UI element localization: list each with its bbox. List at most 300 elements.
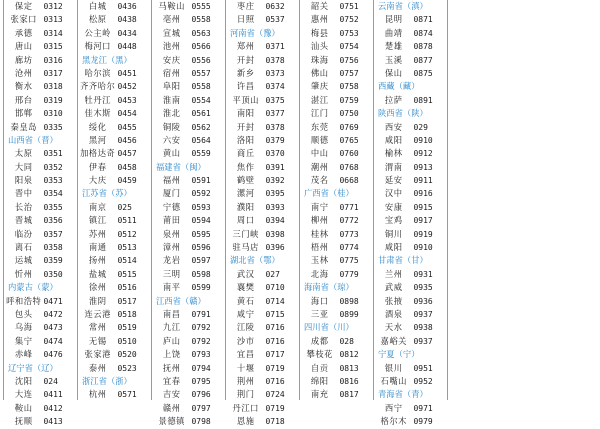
area-code: 0314 (43, 28, 63, 38)
city-name: 石嘴山 (380, 375, 407, 386)
table-row (152, 54, 225, 67)
city-name: 宜春 (162, 375, 181, 386)
table-row (374, 402, 447, 415)
area-code: 0796 (191, 390, 211, 400)
table-row (78, 348, 151, 361)
city-name: 开封 (236, 121, 255, 132)
table-row (374, 201, 447, 214)
table-row (4, 214, 77, 227)
city-name: 廊坊 (14, 54, 33, 65)
table-row (374, 161, 447, 174)
city-name: 许昌 (236, 81, 255, 92)
table-row (78, 80, 151, 93)
table-row (152, 321, 225, 334)
area-code: 0716 (265, 323, 285, 333)
table-row (374, 187, 447, 200)
city-name: 玉林 (310, 255, 329, 266)
area-code: 0377 (265, 109, 285, 119)
city-name: 淮北 (162, 108, 181, 119)
city-name: 赣州 (162, 402, 181, 413)
area-code: 0773 (339, 229, 359, 239)
province-name: 辽宁省（辽） (8, 362, 58, 373)
area-code: 0359 (43, 256, 63, 266)
table-row (300, 375, 373, 388)
area-code: 0891 (413, 95, 433, 105)
area-code: 0357 (43, 229, 63, 239)
table-row (4, 121, 77, 134)
province-name: 青海省（青） (378, 389, 428, 400)
city-name: 太原 (14, 148, 33, 159)
area-code: 0768 (339, 162, 359, 172)
area-code: 0760 (339, 149, 359, 159)
city-name: 铜陵 (162, 121, 181, 132)
table-row (374, 121, 447, 134)
table-column (78, 0, 152, 400)
city-name: 哈尔滨 (84, 67, 111, 78)
table-row (300, 54, 373, 67)
table-row (374, 375, 447, 388)
province-name: 江苏省（苏） (82, 188, 132, 199)
area-code: 0517 (117, 296, 137, 306)
city-name: 宁德 (162, 201, 181, 212)
area-code: 0518 (117, 309, 137, 319)
table-row (300, 241, 373, 254)
province-header (300, 321, 373, 334)
area-code: 0537 (265, 15, 285, 25)
table-row (152, 94, 225, 107)
area-code: 0668 (339, 176, 359, 186)
table-row (78, 214, 151, 227)
table-row (152, 107, 225, 120)
area-code: 0816 (339, 376, 359, 386)
table-row (4, 388, 77, 401)
city-name: 兰州 (384, 268, 403, 279)
area-code: 0871 (413, 15, 433, 25)
table-row (78, 27, 151, 40)
table-row (300, 362, 373, 375)
city-name: 苏州 (88, 228, 107, 239)
city-name: 沧州 (14, 67, 33, 78)
table-row (4, 187, 77, 200)
table-row (300, 174, 373, 187)
table-row (226, 295, 299, 308)
city-name: 开封 (236, 54, 255, 65)
table-row (300, 268, 373, 281)
table-row (300, 27, 373, 40)
table-row (4, 268, 77, 281)
city-name: 梅河口 (84, 41, 111, 52)
province-header (226, 254, 299, 267)
area-code: 0436 (117, 2, 137, 11)
area-code: 0632 (265, 2, 285, 11)
city-name: 绵阳 (310, 375, 329, 386)
city-name: 松原 (88, 14, 107, 25)
table-row (300, 147, 373, 160)
city-name: 玉溪 (384, 54, 403, 65)
city-name: 中山 (310, 148, 329, 159)
city-name: 郑州 (236, 41, 255, 52)
table-row (4, 335, 77, 348)
city-name: 盐城 (88, 268, 107, 279)
table-row (226, 0, 299, 13)
table-row (4, 295, 77, 308)
city-name: 吉安 (162, 389, 181, 400)
table-row (78, 13, 151, 26)
area-code: 0398 (265, 229, 285, 239)
city-name: 晋城 (14, 215, 33, 226)
area-code: 0335 (43, 122, 63, 132)
table-row (78, 241, 151, 254)
area-code: 0378 (265, 122, 285, 132)
city-name: 福州 (162, 175, 181, 186)
city-name: 铜川 (384, 228, 403, 239)
city-name: 佛山 (310, 67, 329, 78)
city-name: 咸阳 (384, 242, 403, 253)
city-name: 阜阳 (162, 81, 181, 92)
city-name: 枣庄 (236, 1, 255, 11)
table-row (226, 402, 299, 415)
city-name: 徐州 (88, 282, 107, 293)
area-code: 0759 (339, 95, 359, 105)
table-row (226, 335, 299, 348)
area-code: 0563 (191, 28, 211, 38)
province-name: 云南省（滇） (378, 1, 428, 11)
table-row (78, 107, 151, 120)
table-row (226, 174, 299, 187)
table-row (374, 335, 447, 348)
area-code: 029 (413, 122, 428, 132)
city-name: 延安 (384, 175, 403, 186)
area-code: 0374 (265, 82, 285, 92)
area-code: 0471 (43, 296, 63, 306)
area-code: 0877 (413, 55, 433, 65)
table-row (78, 40, 151, 53)
table-row (4, 161, 77, 174)
area-code: 0458 (117, 162, 137, 172)
city-name: 肇庆 (310, 81, 329, 92)
table-row (226, 321, 299, 334)
area-code: 0794 (191, 363, 211, 373)
table-row (4, 402, 77, 415)
city-name: 漯河 (236, 188, 255, 199)
area-code: 0935 (413, 283, 433, 293)
area-code: 0514 (117, 256, 137, 266)
city-name: 桂林 (310, 228, 329, 239)
area-code: 0373 (265, 68, 285, 78)
city-name: 昆明 (384, 14, 403, 25)
city-name: 顺德 (310, 134, 329, 145)
area-code: 0919 (413, 229, 433, 239)
city-name: 南通 (88, 242, 107, 253)
city-name: 丹江口 (232, 402, 259, 413)
city-name: 黑河 (88, 134, 107, 145)
table-row (4, 40, 77, 53)
table-row (4, 321, 77, 334)
table-row (226, 13, 299, 26)
province-name: 山西省（晋） (8, 134, 58, 145)
area-code: 0913 (413, 162, 433, 172)
table-row (226, 107, 299, 120)
city-name: 楚雄 (384, 41, 403, 52)
area-code: 0718 (265, 417, 285, 427)
table-row (300, 161, 373, 174)
area-code: 0513 (117, 243, 137, 253)
table-row (374, 362, 447, 375)
area-code: 0557 (191, 68, 211, 78)
table-row (300, 348, 373, 361)
area-code: 0714 (265, 296, 285, 306)
area-code: 0392 (265, 176, 285, 186)
area-code: 0559 (191, 149, 211, 159)
province-header (374, 0, 447, 13)
city-name: 连云港 (84, 308, 111, 319)
area-code: 0354 (43, 189, 63, 199)
province-header (374, 254, 447, 267)
table-row (374, 94, 447, 107)
table-row (152, 121, 225, 134)
province-name: 广西省（桂） (304, 188, 354, 199)
area-code: 0917 (413, 216, 433, 226)
area-code: 0378 (265, 55, 285, 65)
province-name: 海南省（琼） (304, 282, 354, 293)
city-name: 镇江 (88, 215, 107, 226)
city-name: 泰州 (88, 362, 107, 373)
city-name: 忻州 (14, 268, 33, 279)
area-code: 0454 (117, 109, 137, 119)
area-code: 0938 (413, 323, 433, 333)
table-row (226, 94, 299, 107)
table-row (226, 67, 299, 80)
city-name: 大同 (14, 161, 33, 172)
table-row (374, 321, 447, 334)
area-code: 0394 (265, 216, 285, 226)
city-name: 宣城 (162, 27, 181, 38)
city-name: 淮南 (162, 94, 181, 105)
area-code: 0556 (191, 55, 211, 65)
area-code: 0523 (117, 363, 137, 373)
area-code: 027 (265, 269, 280, 279)
area-code: 0597 (191, 256, 211, 266)
city-name: 南平 (162, 282, 181, 293)
table-row (300, 388, 373, 401)
area-code: 0591 (191, 176, 211, 186)
city-name: 洛阳 (236, 134, 255, 145)
province-name: 河南省（豫） (230, 27, 280, 38)
area-code: 0350 (43, 269, 63, 279)
city-name: 包头 (14, 308, 33, 319)
area-code: 0716 (265, 376, 285, 386)
area-code: 0351 (43, 149, 63, 159)
city-name: 张家口 (10, 14, 37, 25)
area-code: 0455 (117, 122, 137, 132)
city-name: 酒泉 (384, 308, 403, 319)
province-name: 四川省（川） (304, 322, 354, 333)
area-code: 0875 (413, 68, 433, 78)
area-code: 0566 (191, 42, 211, 52)
city-name: 嘉峪关 (380, 335, 407, 346)
city-name: 周口 (236, 215, 255, 226)
province-header (4, 134, 77, 147)
area-code: 028 (339, 336, 354, 346)
city-name: 邢台 (14, 94, 33, 105)
table-row (4, 54, 77, 67)
table-column (374, 0, 448, 427)
city-name: 格尔木 (380, 416, 407, 427)
area-code: 0510 (117, 336, 137, 346)
city-name: 景德镇 (158, 416, 185, 427)
city-name: 梧州 (310, 242, 329, 253)
table-row (4, 415, 77, 428)
area-code: 0769 (339, 122, 359, 132)
area-code: 0937 (413, 309, 433, 319)
area-code: 0813 (339, 363, 359, 373)
table-row (300, 40, 373, 53)
area-code: 024 (43, 376, 58, 386)
table-row (78, 228, 151, 241)
city-name: 新乡 (236, 67, 255, 78)
table-column (152, 0, 226, 427)
area-code: 0719 (265, 403, 285, 413)
province-name: 浙江省（浙） (82, 375, 132, 386)
city-name: 三明 (162, 268, 181, 279)
area-code: 0571 (117, 390, 137, 400)
table-row (152, 134, 225, 147)
city-name: 西安 (384, 121, 403, 132)
city-name: 马鞍山 (158, 1, 185, 11)
city-name: 柳州 (310, 215, 329, 226)
area-code: 0752 (339, 15, 359, 25)
area-code: 0797 (191, 403, 211, 413)
table-row (4, 348, 77, 361)
table-row (78, 362, 151, 375)
city-name: 南昌 (162, 308, 181, 319)
table-row (152, 67, 225, 80)
province-header (78, 375, 151, 388)
city-name: 张家港 (84, 349, 111, 360)
area-code: 0318 (43, 82, 63, 92)
area-code: 0719 (265, 363, 285, 373)
province-header (374, 348, 447, 361)
city-name: 伊春 (88, 161, 107, 172)
city-name: 六安 (162, 134, 181, 145)
city-name: 淮阴 (88, 295, 107, 306)
area-code: 0355 (43, 202, 63, 212)
province-name: 黑龙江（黑） (82, 54, 132, 65)
area-code: 0791 (191, 309, 211, 319)
table-row (4, 147, 77, 160)
city-name: 自贡 (310, 362, 329, 373)
area-code: 0915 (413, 202, 433, 212)
city-name: 公主岭 (84, 27, 111, 38)
city-name: 南宁 (310, 201, 329, 212)
area-code: 0371 (265, 42, 285, 52)
area-code: 0594 (191, 216, 211, 226)
area-code: 0758 (339, 82, 359, 92)
city-name: 三亚 (310, 308, 329, 319)
city-name: 成都 (310, 335, 329, 346)
province-header (374, 107, 447, 120)
area-code: 0519 (117, 323, 137, 333)
city-name: 银川 (384, 362, 403, 373)
area-code: 0936 (413, 296, 433, 306)
area-code: 0792 (191, 336, 211, 346)
area-code: 0396 (265, 243, 285, 253)
city-name: 攀枝花 (306, 349, 333, 360)
province-name: 江西省（赣） (156, 295, 206, 306)
area-code: 0457 (117, 149, 137, 159)
area-code: 0765 (339, 135, 359, 145)
area-code: 0952 (413, 376, 433, 386)
table-row (78, 254, 151, 267)
city-name: 汉中 (384, 188, 403, 199)
table-row (4, 67, 77, 80)
city-name: 上饶 (162, 349, 181, 360)
area-code: 0520 (117, 350, 137, 360)
city-name: 恩施 (236, 416, 255, 427)
city-name: 荆门 (236, 389, 255, 400)
province-header (300, 281, 373, 294)
city-name: 佳木斯 (84, 108, 111, 119)
city-name: 大庆 (88, 175, 107, 186)
city-name: 武威 (384, 282, 403, 293)
area-code: 0352 (43, 162, 63, 172)
area-code: 0562 (191, 122, 211, 132)
city-name: 焦作 (236, 161, 255, 172)
table-row (300, 214, 373, 227)
province-header (152, 161, 225, 174)
city-name: 濮阳 (236, 201, 255, 212)
city-name: 齐齐哈尔 (80, 81, 116, 92)
area-code: 0596 (191, 243, 211, 253)
table-row (78, 201, 151, 214)
province-header (78, 187, 151, 200)
table-row (226, 54, 299, 67)
table-row (226, 375, 299, 388)
area-code: 025 (117, 202, 132, 212)
city-name: 惠州 (310, 14, 329, 25)
table-row (152, 241, 225, 254)
area-code: 0775 (339, 256, 359, 266)
city-name: 潮州 (310, 161, 329, 172)
table-row (4, 27, 77, 40)
area-code: 0375 (265, 95, 285, 105)
table-row (374, 241, 447, 254)
area-code: 0459 (117, 176, 137, 186)
table-row (152, 415, 225, 428)
city-name: 武汉 (236, 268, 255, 279)
table-row (374, 134, 447, 147)
table-row (78, 281, 151, 294)
city-name: 邯郸 (14, 108, 33, 119)
area-code: 0971 (413, 403, 433, 413)
table-row (226, 161, 299, 174)
table-row (78, 134, 151, 147)
table-column (4, 0, 78, 427)
city-name: 江陵 (236, 322, 255, 333)
table-row (226, 281, 299, 294)
city-name: 安庆 (162, 54, 181, 65)
area-code: 0716 (265, 336, 285, 346)
city-name: 漳州 (162, 242, 181, 253)
area-code: 0874 (413, 28, 433, 38)
area-code: 0516 (117, 283, 137, 293)
province-name: 湖北省（鄂） (230, 255, 280, 266)
area-code: 0937 (413, 336, 433, 346)
city-name: 离石 (14, 242, 33, 253)
area-code: 0411 (43, 390, 63, 400)
province-header (78, 54, 151, 67)
area-code: 0779 (339, 269, 359, 279)
